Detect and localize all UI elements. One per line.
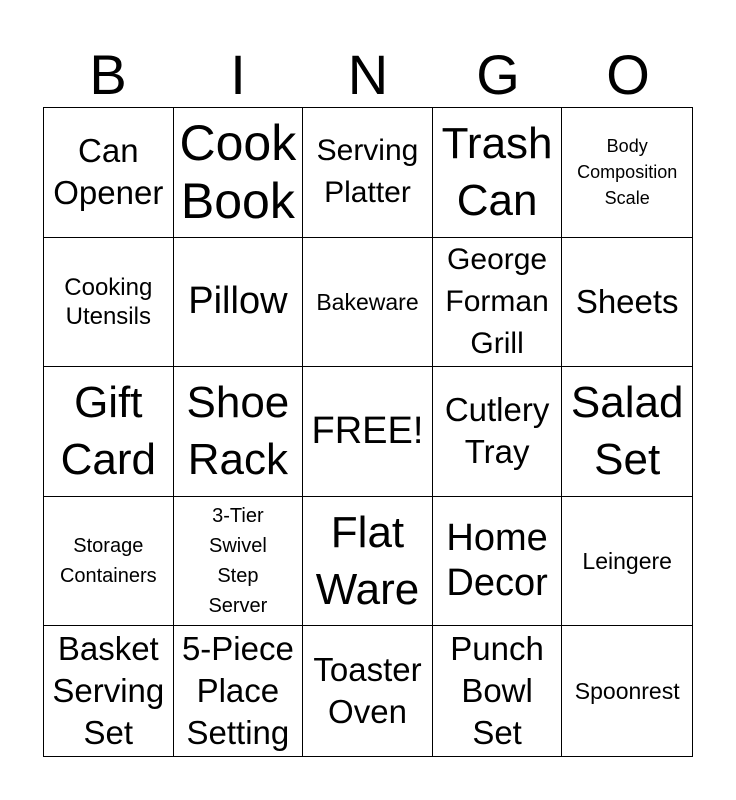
bingo-cell[interactable] bbox=[433, 108, 563, 238]
cell-text: Shoe Rack bbox=[186, 378, 290, 485]
bingo-cell[interactable] bbox=[303, 238, 433, 368]
bingo-cell[interactable] bbox=[562, 497, 692, 627]
cell-text: Sheets bbox=[575, 282, 679, 320]
cell-text: Cook Book bbox=[179, 115, 297, 230]
cell-text: Home Decor bbox=[446, 517, 548, 605]
cell-text: Cooking Utensils bbox=[64, 273, 153, 330]
cell-text: Body Composition Scale bbox=[577, 136, 678, 209]
bingo-cell[interactable] bbox=[562, 108, 692, 238]
bingo-cell[interactable] bbox=[303, 626, 433, 756]
cell-text: FREE! bbox=[311, 409, 424, 452]
cell-text: Punch Bowl Set bbox=[450, 630, 544, 752]
bingo-cell[interactable] bbox=[303, 108, 433, 238]
cell-text: Gift Card bbox=[60, 378, 156, 485]
cell-text: Flat Ware bbox=[315, 508, 420, 615]
header-letter-o: O bbox=[606, 43, 650, 106]
cell-text: Trash Can bbox=[441, 119, 553, 226]
header-letter-n: N bbox=[347, 43, 389, 106]
bingo-cell[interactable] bbox=[562, 238, 692, 368]
bingo-cell[interactable] bbox=[44, 367, 174, 497]
bingo-cell free-space[interactable] bbox=[303, 367, 433, 497]
bingo-cell[interactable] bbox=[174, 108, 304, 238]
cell-text: Basket Serving Set bbox=[52, 630, 165, 752]
bingo-cell[interactable] bbox=[174, 367, 304, 497]
bingo-cell[interactable] bbox=[562, 626, 692, 756]
cell-text: Salad Set bbox=[570, 378, 684, 485]
bingo-header bbox=[43, 44, 693, 106]
bingo-cell[interactable] bbox=[44, 108, 174, 238]
bingo-cell[interactable] bbox=[174, 626, 304, 756]
bingo-cell[interactable] bbox=[303, 497, 433, 627]
cell-text: George Forman Grill bbox=[445, 242, 549, 360]
cell-text: Serving Platter bbox=[316, 134, 419, 210]
bingo-cell[interactable] bbox=[562, 367, 692, 497]
bingo-cell[interactable] bbox=[174, 238, 304, 368]
bingo-cell[interactable] bbox=[44, 238, 174, 368]
bingo-cell[interactable] bbox=[44, 626, 174, 756]
bingo-cell[interactable] bbox=[433, 367, 563, 497]
cell-text: Spoonrest bbox=[574, 678, 680, 705]
cell-text: 5-Piece Place Setting bbox=[181, 630, 294, 752]
bingo-cell[interactable] bbox=[44, 497, 174, 627]
bingo-board bbox=[43, 107, 693, 757]
cell-text: Pillow bbox=[188, 280, 288, 323]
header-letter-g: G bbox=[476, 43, 520, 106]
bingo-cell[interactable] bbox=[433, 497, 563, 627]
bingo-cell[interactable] bbox=[174, 497, 304, 627]
cell-text: Leingere bbox=[582, 548, 672, 575]
cell-text: Bakeware bbox=[316, 288, 419, 315]
cell-text: Can Opener bbox=[53, 132, 164, 212]
bingo-cell[interactable] bbox=[433, 238, 563, 368]
cell-text: 3-Tier Swivel Step Server bbox=[208, 505, 268, 618]
bingo-cell[interactable] bbox=[433, 626, 563, 756]
header-letter-i: I bbox=[230, 43, 246, 106]
cell-text: Toaster Oven bbox=[313, 651, 422, 731]
cell-text: Storage Containers bbox=[59, 535, 157, 588]
header-letter-b: B bbox=[89, 43, 127, 106]
cell-text: Cutlery Tray bbox=[444, 391, 550, 471]
